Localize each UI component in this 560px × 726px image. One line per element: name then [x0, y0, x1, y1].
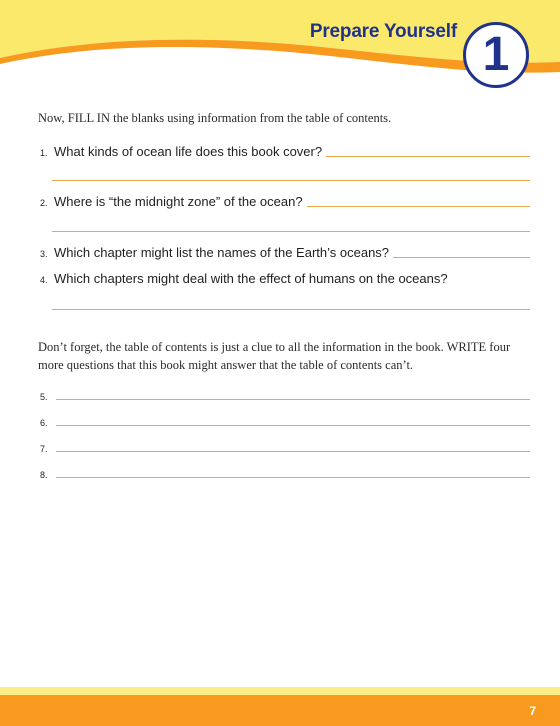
question-text: Where is “the midnight zone” of the ocean? [54, 194, 303, 209]
question-row [40, 144, 530, 159]
page-number: 7 [529, 704, 536, 718]
answer-blank[interactable] [326, 156, 530, 157]
answer-line[interactable] [56, 425, 530, 426]
answer-line[interactable] [52, 309, 530, 310]
unit-number: 1 [482, 28, 510, 81]
question-number: 3. [40, 249, 48, 259]
answer-line[interactable] [52, 231, 530, 232]
answer-row [40, 444, 530, 454]
answer-line[interactable] [56, 477, 530, 478]
page-footer [0, 687, 560, 726]
instructions-text: Now, FILL IN the blanks using information from the table of contents. [38, 111, 392, 125]
answer-line[interactable] [52, 180, 530, 181]
page-header [0, 0, 560, 90]
answer-line[interactable] [56, 451, 530, 452]
answer-number: 6. [40, 418, 48, 428]
question-row [40, 245, 530, 260]
note-text: Don’t forget, the table of contents is just a clue to all the information in the book. WRITE four more questions that this book might answer that the table of contents can’t. [38, 340, 511, 372]
answer-row [40, 418, 530, 428]
answer-blank[interactable] [393, 257, 530, 258]
question-row [40, 271, 530, 286]
footer-stripe [0, 687, 560, 695]
answer-number: 7. [40, 444, 48, 454]
answer-row [40, 392, 530, 402]
question-number: 2. [40, 198, 48, 208]
question-number: 1. [40, 148, 48, 158]
question-number: 4. [40, 275, 48, 285]
question-row [40, 194, 530, 209]
answer-line[interactable] [56, 399, 530, 400]
question-text: Which chapters might deal with the effect of humans on the oceans? [54, 271, 448, 286]
answer-number: 5. [40, 392, 48, 402]
answer-blank[interactable] [307, 206, 530, 207]
page-title: Prepare Yourself [309, 21, 457, 42]
footer-bar [0, 695, 560, 726]
unit-number-badge [463, 22, 529, 88]
question-text: What kinds of ocean life does this book cover? [54, 144, 323, 159]
question-text: Which chapter might list the names of the Earth’s oceans? [54, 245, 390, 260]
answer-row [40, 470, 530, 480]
answer-number: 8. [40, 470, 48, 480]
